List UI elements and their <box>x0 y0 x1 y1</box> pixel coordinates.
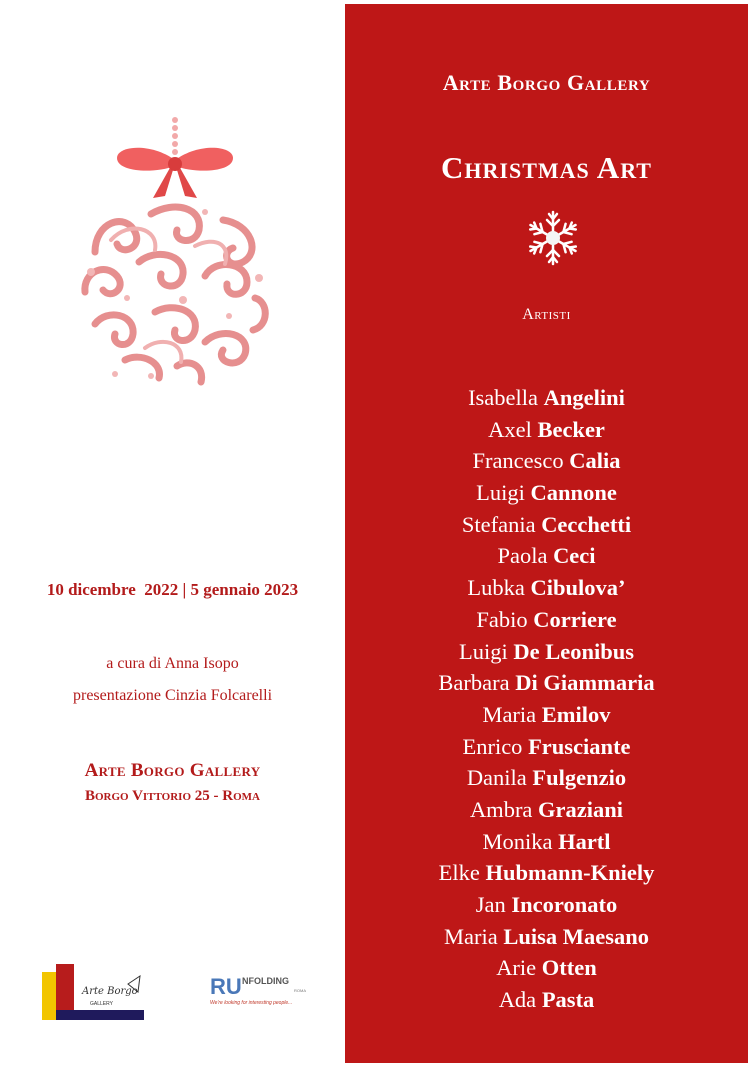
artist-last-name: Calia <box>569 448 621 474</box>
artist-last-name: Cannone <box>530 480 617 506</box>
artist-first-name: Maria <box>443 923 498 949</box>
artist-item <box>345 984 748 1016</box>
artist-first-name: Axel <box>488 416 532 442</box>
artist-last-name: Ceci <box>553 543 596 569</box>
artist-item <box>345 952 748 984</box>
artist-last-name: Emilov <box>541 701 611 727</box>
artist-item <box>345 477 748 509</box>
artist-last-name: Graziani <box>538 796 624 822</box>
artist-item <box>345 445 748 477</box>
arte-borgo-logo <box>42 964 146 1022</box>
artist-item <box>345 382 748 414</box>
artist-item <box>345 762 748 794</box>
christmas-ornament-icon <box>55 112 295 402</box>
artist-item <box>345 414 748 446</box>
artists-label: Artisti <box>522 306 571 323</box>
artist-last-name: Cecchetti <box>541 511 632 537</box>
unfolding-logo <box>208 970 308 1010</box>
artist-last-name: Becker <box>537 416 605 442</box>
artist-first-name: Luigi <box>458 638 508 664</box>
artist-last-name: Frusciante <box>528 733 631 759</box>
artist-last-name: Corriere <box>533 606 617 632</box>
artist-last-name: Otten <box>541 955 597 981</box>
credits <box>0 648 345 712</box>
artist-item <box>345 540 748 572</box>
artist-last-name: Incoronato <box>511 892 618 917</box>
artist-first-name: Stefania <box>461 511 536 537</box>
artist-last-name: Cibulova’ <box>530 575 626 601</box>
artist-item <box>345 667 748 699</box>
artist-first-name: Luigi <box>476 480 525 506</box>
artist-last-name: Luisa Maesano <box>503 923 649 949</box>
artist-item <box>345 921 748 953</box>
artist-item <box>345 572 748 604</box>
artist-last-name: Hubmann-Kniely <box>485 860 655 886</box>
artist-first-name: Fabio <box>476 606 528 632</box>
artist-last-name: Angelini <box>543 385 625 410</box>
logo-script-text: Arte Borgo <box>82 986 138 997</box>
artist-first-name: Ada <box>498 987 537 1013</box>
artist-item <box>345 889 748 921</box>
artists-panel <box>345 4 748 1063</box>
left-column <box>0 0 345 1067</box>
artist-item <box>345 636 748 668</box>
artist-first-name: Maria <box>482 701 537 727</box>
venue-block <box>0 760 345 805</box>
artist-first-name: Danila <box>466 765 527 791</box>
artist-item <box>345 699 748 731</box>
logo-ru-text: RU <box>210 974 242 999</box>
artist-first-name: Isabella <box>468 385 539 410</box>
artist-first-name: Barbara <box>438 670 510 696</box>
artist-item <box>345 826 748 858</box>
logo-unfolding-text: NFOLDING <box>242 976 289 986</box>
show-title: Christmas Art <box>441 150 652 185</box>
artist-first-name: Monika <box>482 828 553 854</box>
artist-item <box>345 794 748 826</box>
artist-first-name: Paola <box>497 543 548 569</box>
artist-item <box>345 731 748 763</box>
artist-first-name: Enrico <box>462 733 523 759</box>
snowflake-icon <box>523 208 583 268</box>
logo-side-text: ROMA <box>294 988 306 993</box>
logo-small-text: GALLERY <box>90 1001 113 1007</box>
artist-first-name: Ambra <box>469 796 533 822</box>
artist-last-name: Fulgenzio <box>532 765 627 791</box>
venue-name: Arte Borgo Gallery <box>84 760 261 781</box>
exhibition-dates: 10 dicembre 2022 | 5 gennaio 2023 <box>46 580 299 599</box>
artist-last-name: Di Giammaria <box>515 670 655 696</box>
artist-item <box>345 857 748 889</box>
logo-tagline: We're looking for interesting people... <box>210 1000 293 1006</box>
artist-last-name: Hartl <box>558 828 611 854</box>
artist-item <box>345 604 748 636</box>
venue-address: Borgo Vittorio 25 - Roma <box>85 788 260 804</box>
artist-first-name: Arie <box>496 955 537 981</box>
artist-list <box>345 382 748 1016</box>
presentation-line: presentazione Cinzia Folcarelli <box>72 687 273 704</box>
artist-last-name: De Leonibus <box>513 638 635 664</box>
artist-first-name: Elke <box>438 860 480 886</box>
gallery-title: Arte Borgo Gallery <box>442 70 651 95</box>
curator-line: a cura di Anna Isopo <box>106 655 239 672</box>
artist-last-name: Pasta <box>541 987 595 1013</box>
artist-first-name: Francesco <box>472 448 564 474</box>
artist-first-name: Lubka <box>467 575 525 601</box>
artist-item <box>345 509 748 541</box>
artist-first-name: Jan <box>475 892 506 917</box>
